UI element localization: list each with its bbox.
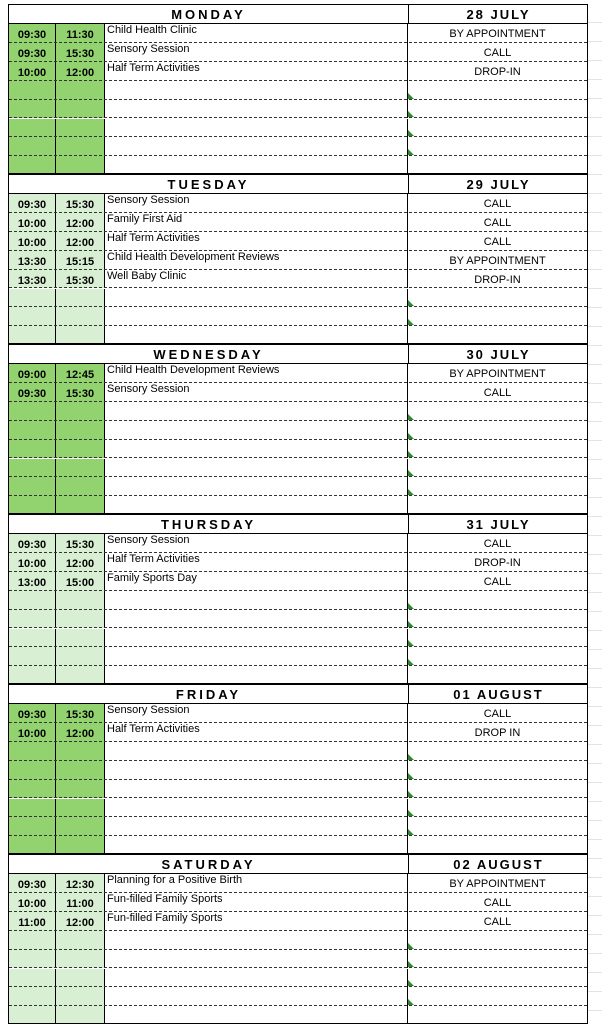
booking-cell: [408, 496, 587, 514]
table-row: [9, 742, 587, 761]
table-row: [9, 119, 587, 138]
activity-cell: [105, 137, 408, 156]
day-name: FRIDAY: [175, 687, 242, 702]
start-time-cell: [9, 326, 56, 344]
table-row: [9, 383, 587, 402]
booking-cell: [408, 836, 587, 854]
activity-cell: [105, 969, 408, 988]
booking-cell: CALL: [483, 46, 512, 59]
activity-cell: Fun-filled Family Sports: [105, 912, 408, 931]
activity-cell: [105, 761, 408, 780]
start-time-cell: [9, 421, 56, 440]
table-row: [9, 629, 587, 648]
booking-cell: [408, 421, 587, 440]
cell-comment-flag-icon: [408, 980, 414, 986]
activity-cell: [105, 742, 408, 761]
table-row: [9, 704, 587, 723]
activity-cell: [105, 931, 408, 950]
day-date: 29 JULY: [408, 175, 588, 194]
booking-cell: [408, 761, 587, 780]
cell-comment-flag-icon: [408, 470, 414, 476]
activity-cell: [105, 666, 408, 684]
day-name: MONDAY: [171, 7, 246, 22]
start-time-cell: [9, 459, 56, 478]
end-time-cell: [56, 100, 105, 119]
booking-cell: CALL: [483, 896, 512, 909]
end-time-cell: [56, 307, 105, 326]
day-date: 02 AUGUST: [408, 855, 588, 874]
cell-comment-flag-icon: [408, 810, 414, 816]
table-row: [9, 647, 587, 666]
booking-cell: CALL: [483, 915, 512, 928]
booking-cell: [408, 81, 587, 100]
end-time-cell: [56, 477, 105, 496]
table-row: [9, 43, 587, 62]
day-block-thursday: [8, 514, 588, 684]
cell-comment-flag-icon: [408, 603, 414, 609]
end-time-cell: 15:30: [56, 270, 105, 289]
end-time-cell: [56, 326, 105, 344]
booking-cell: [408, 987, 587, 1006]
table-row: [9, 62, 587, 81]
booking-cell: DROP IN: [474, 726, 521, 739]
cell-comment-flag-icon: [408, 621, 414, 627]
start-time-cell: 09:30: [9, 24, 56, 43]
end-time-cell: 12:30: [56, 874, 105, 893]
day-header: [9, 5, 587, 24]
start-time-cell: [9, 289, 56, 308]
activity-cell: Sensory Session: [105, 194, 408, 213]
start-time-cell: 10:00: [9, 723, 56, 742]
day-name: TUESDAY: [167, 177, 250, 192]
table-row: [9, 307, 587, 326]
table-row: [9, 969, 587, 988]
day-block-saturday: [8, 854, 588, 1024]
booking-cell: [408, 591, 587, 610]
table-row: [9, 836, 587, 854]
end-time-cell: [56, 289, 105, 308]
booking-cell: [408, 459, 587, 478]
table-row: [9, 364, 587, 383]
end-time-cell: [56, 402, 105, 421]
start-time-cell: 10:00: [9, 232, 56, 251]
start-time-cell: 09:30: [9, 383, 56, 402]
cell-comment-flag-icon: [408, 130, 414, 136]
start-time-cell: [9, 440, 56, 459]
start-time-cell: 09:30: [9, 534, 56, 553]
end-time-cell: 15:30: [56, 534, 105, 553]
start-time-cell: 09:30: [9, 194, 56, 213]
table-row: [9, 440, 587, 459]
table-row: [9, 610, 587, 629]
table-row: [9, 156, 587, 174]
sheet-gridlines: [588, 4, 602, 1024]
cell-comment-flag-icon: [408, 433, 414, 439]
table-row: [9, 100, 587, 119]
day-date: 28 JULY: [408, 5, 588, 24]
activity-cell: [105, 477, 408, 496]
start-time-cell: 13:30: [9, 251, 56, 270]
end-time-cell: [56, 647, 105, 666]
table-row: [9, 213, 587, 232]
cell-comment-flag-icon: [408, 961, 414, 967]
end-time-cell: 15:30: [56, 383, 105, 402]
activity-cell: [105, 156, 408, 174]
table-row: [9, 893, 587, 912]
booking-cell: BY APPOINTMENT: [449, 878, 546, 890]
end-time-cell: [56, 496, 105, 514]
booking-cell: BY APPOINTMENT: [449, 28, 546, 40]
day-header: [9, 345, 587, 364]
table-row: [9, 251, 587, 270]
booking-cell: [408, 326, 587, 344]
activity-cell: [105, 799, 408, 818]
start-time-cell: [9, 629, 56, 648]
table-row: [9, 950, 587, 969]
end-time-cell: 12:00: [56, 723, 105, 742]
end-time-cell: 12:00: [56, 553, 105, 572]
end-time-cell: [56, 421, 105, 440]
activity-cell: [105, 950, 408, 969]
table-row: [9, 326, 587, 344]
end-time-cell: [56, 799, 105, 818]
table-row: [9, 799, 587, 818]
table-row: [9, 270, 587, 289]
activity-cell: Child Health Clinic: [105, 24, 408, 43]
activity-cell: [105, 647, 408, 666]
booking-cell: [408, 440, 587, 459]
end-time-cell: [56, 931, 105, 950]
table-row: [9, 931, 587, 950]
activity-cell: [105, 610, 408, 629]
activity-cell: [105, 326, 408, 344]
table-row: [9, 572, 587, 591]
activity-cell: Half Term Activities: [105, 62, 408, 81]
activity-cell: [105, 780, 408, 799]
booking-cell: [408, 742, 587, 761]
table-row: [9, 817, 587, 836]
cell-comment-flag-icon: [408, 640, 414, 646]
table-row: [9, 553, 587, 572]
start-time-cell: [9, 496, 56, 514]
activity-cell: [105, 119, 408, 138]
activity-cell: Half Term Activities: [105, 723, 408, 742]
start-time-cell: [9, 81, 56, 100]
day-block-wednesday: [8, 344, 588, 514]
start-time-cell: [9, 987, 56, 1006]
table-row: [9, 987, 587, 1006]
start-time-cell: [9, 156, 56, 174]
activity-cell: [105, 987, 408, 1006]
end-time-cell: [56, 780, 105, 799]
activity-cell: Planning for a Positive Birth: [105, 874, 408, 893]
day-header: [9, 855, 587, 874]
end-time-cell: 15:30: [56, 43, 105, 62]
booking-cell: DROP-IN: [474, 65, 521, 78]
cell-comment-flag-icon: [408, 300, 414, 306]
booking-cell: [408, 289, 587, 308]
table-row: [9, 1006, 587, 1024]
start-time-cell: 10:00: [9, 213, 56, 232]
booking-cell: [408, 1006, 587, 1024]
booking-cell: [408, 119, 587, 138]
booking-cell: [408, 780, 587, 799]
table-row: [9, 534, 587, 553]
end-time-cell: 12:00: [56, 213, 105, 232]
activity-cell: [105, 1006, 408, 1024]
end-time-cell: [56, 987, 105, 1006]
booking-cell: [408, 969, 587, 988]
table-row: [9, 402, 587, 421]
start-time-cell: 09:00: [9, 364, 56, 383]
cell-comment-flag-icon: [408, 943, 414, 949]
start-time-cell: [9, 950, 56, 969]
activity-cell: [105, 100, 408, 119]
activity-cell: Sensory Session: [105, 383, 408, 402]
cell-comment-flag-icon: [408, 773, 414, 779]
end-time-cell: [56, 610, 105, 629]
day-header: [9, 685, 587, 704]
booking-cell: [408, 950, 587, 969]
cell-comment-flag-icon: [408, 829, 414, 835]
end-time-cell: 12:45: [56, 364, 105, 383]
table-row: [9, 591, 587, 610]
end-time-cell: [56, 817, 105, 836]
table-row: [9, 477, 587, 496]
day-date: 01 AUGUST: [408, 685, 588, 704]
end-time-cell: 15:00: [56, 572, 105, 591]
cell-comment-flag-icon: [408, 791, 414, 797]
booking-cell: CALL: [483, 538, 512, 550]
booking-cell: DROP-IN: [474, 556, 521, 569]
end-time-cell: 12:00: [56, 912, 105, 931]
start-time-cell: [9, 836, 56, 854]
booking-cell: [408, 817, 587, 836]
booking-cell: BY APPOINTMENT: [449, 368, 546, 380]
day-block-monday: [8, 4, 588, 174]
table-row: [9, 194, 587, 213]
end-time-cell: [56, 440, 105, 459]
table-row: [9, 137, 587, 156]
table-row: [9, 459, 587, 478]
start-time-cell: 09:30: [9, 704, 56, 723]
booking-cell: CALL: [483, 386, 512, 399]
start-time-cell: [9, 799, 56, 818]
table-row: [9, 232, 587, 251]
end-time-cell: 15:15: [56, 251, 105, 270]
end-time-cell: [56, 742, 105, 761]
end-time-cell: [56, 137, 105, 156]
table-row: [9, 723, 587, 742]
start-time-cell: [9, 666, 56, 684]
start-time-cell: [9, 137, 56, 156]
activity-cell: [105, 591, 408, 610]
day-name: THURSDAY: [160, 517, 257, 532]
cell-comment-flag-icon: [408, 319, 414, 325]
end-time-cell: 15:30: [56, 194, 105, 213]
booking-cell: [408, 629, 587, 648]
day-block-friday: [8, 684, 588, 854]
start-time-cell: 10:00: [9, 553, 56, 572]
start-time-cell: 13:00: [9, 572, 56, 591]
booking-cell: [408, 931, 587, 950]
booking-cell: [408, 610, 587, 629]
activity-cell: [105, 817, 408, 836]
table-row: [9, 421, 587, 440]
cell-comment-flag-icon: [408, 659, 414, 665]
activity-cell: Well Baby Clinic: [105, 270, 408, 289]
cell-comment-flag-icon: [408, 93, 414, 99]
cell-comment-flag-icon: [408, 149, 414, 155]
start-time-cell: [9, 402, 56, 421]
end-time-cell: [56, 81, 105, 100]
activity-cell: Sensory Session: [105, 704, 408, 723]
end-time-cell: 11:30: [56, 24, 105, 43]
end-time-cell: [56, 119, 105, 138]
start-time-cell: 11:00: [9, 912, 56, 931]
start-time-cell: 13:30: [9, 270, 56, 289]
activity-cell: [105, 289, 408, 308]
activity-cell: Child Health Development Reviews: [105, 364, 408, 383]
start-time-cell: [9, 761, 56, 780]
table-row: [9, 289, 587, 308]
table-row: [9, 496, 587, 514]
cell-comment-flag-icon: [408, 489, 414, 495]
end-time-cell: [56, 666, 105, 684]
day-header: [9, 515, 587, 534]
booking-cell: [408, 100, 587, 119]
activity-cell: Sensory Session: [105, 534, 408, 553]
start-time-cell: [9, 969, 56, 988]
booking-cell: [408, 307, 587, 326]
booking-cell: CALL: [483, 235, 512, 248]
table-row: [9, 874, 587, 893]
start-time-cell: [9, 817, 56, 836]
activity-cell: [105, 81, 408, 100]
end-time-cell: [56, 591, 105, 610]
day-header: [9, 175, 587, 194]
booking-cell: CALL: [483, 575, 512, 588]
cell-comment-flag-icon: [408, 754, 414, 760]
day-date: 31 JULY: [408, 515, 588, 534]
cell-comment-flag-icon: [408, 999, 414, 1005]
activity-cell: Child Health Development Reviews: [105, 251, 408, 270]
end-time-cell: 12:00: [56, 232, 105, 251]
activity-cell: Fun-filled Family Sports: [105, 893, 408, 912]
activity-cell: [105, 836, 408, 854]
table-row: [9, 666, 587, 684]
booking-cell: [408, 799, 587, 818]
start-time-cell: [9, 307, 56, 326]
activity-cell: [105, 629, 408, 648]
start-time-cell: [9, 477, 56, 496]
end-time-cell: [56, 629, 105, 648]
activity-cell: [105, 440, 408, 459]
booking-cell: [408, 477, 587, 496]
start-time-cell: [9, 742, 56, 761]
start-time-cell: 10:00: [9, 893, 56, 912]
start-time-cell: [9, 931, 56, 950]
start-time-cell: 09:30: [9, 43, 56, 62]
activity-cell: [105, 307, 408, 326]
end-time-cell: [56, 761, 105, 780]
table-row: [9, 912, 587, 931]
booking-cell: [408, 647, 587, 666]
end-time-cell: 11:00: [56, 893, 105, 912]
cell-comment-flag-icon: [408, 111, 414, 117]
end-time-cell: [56, 950, 105, 969]
end-time-cell: 12:00: [56, 62, 105, 81]
start-time-cell: [9, 100, 56, 119]
start-time-cell: 09:30: [9, 874, 56, 893]
activity-cell: [105, 421, 408, 440]
booking-cell: [408, 666, 587, 684]
cell-comment-flag-icon: [408, 414, 414, 420]
day-block-tuesday: [8, 174, 588, 344]
start-time-cell: [9, 647, 56, 666]
table-row: [9, 81, 587, 100]
activity-cell: Family First Aid: [105, 213, 408, 232]
activity-cell: Sensory Session: [105, 43, 408, 62]
table-row: [9, 761, 587, 780]
booking-cell: [408, 156, 587, 174]
booking-cell: CALL: [483, 216, 512, 229]
day-name: WEDNESDAY: [153, 347, 264, 362]
start-time-cell: [9, 119, 56, 138]
activity-cell: [105, 402, 408, 421]
end-time-cell: [56, 836, 105, 854]
activity-cell: [105, 496, 408, 514]
booking-cell: CALL: [483, 708, 512, 720]
start-time-cell: [9, 610, 56, 629]
booking-cell: CALL: [483, 198, 512, 210]
table-row: [9, 780, 587, 799]
booking-cell: [408, 402, 587, 421]
start-time-cell: [9, 591, 56, 610]
cell-comment-flag-icon: [408, 451, 414, 457]
end-time-cell: [56, 1006, 105, 1024]
booking-cell: [408, 137, 587, 156]
start-time-cell: [9, 1006, 56, 1024]
start-time-cell: 10:00: [9, 62, 56, 81]
activity-cell: Half Term Activities: [105, 232, 408, 251]
day-date: 30 JULY: [408, 345, 588, 364]
activity-cell: Family Sports Day: [105, 572, 408, 591]
end-time-cell: [56, 459, 105, 478]
booking-cell: DROP-IN: [474, 273, 521, 286]
end-time-cell: [56, 156, 105, 174]
day-name: SATURDAY: [161, 857, 256, 872]
end-time-cell: 15:30: [56, 704, 105, 723]
table-row: [9, 24, 587, 43]
booking-cell: BY APPOINTMENT: [449, 254, 546, 267]
activity-cell: Half Term Activities: [105, 553, 408, 572]
end-time-cell: [56, 969, 105, 988]
activity-cell: [105, 459, 408, 478]
start-time-cell: [9, 780, 56, 799]
